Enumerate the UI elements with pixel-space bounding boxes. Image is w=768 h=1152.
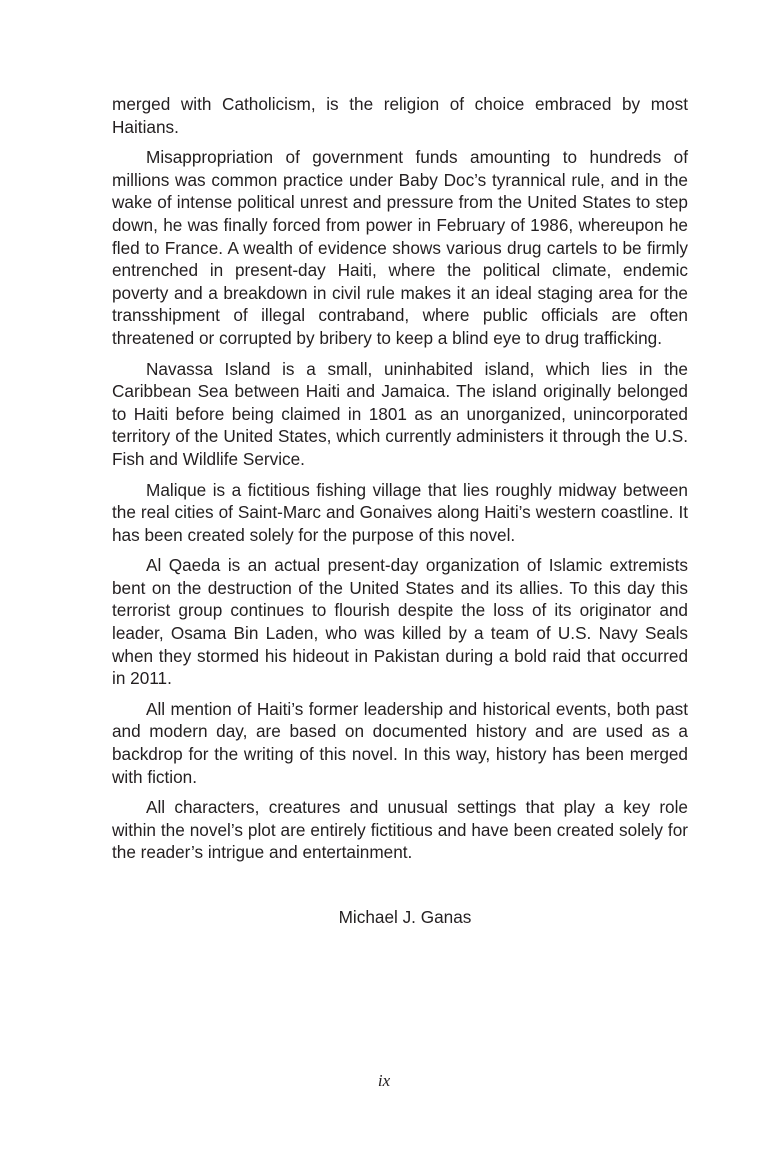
paragraph-baby-doc: Misappropriation of government funds amounting to hundreds of millions was common practice under Baby Doc’s tyrannical rule, and in the wake of intense political unrest and pressure from the United States to step down, he was finally forced from power in February of 1986, whereupon he fled to France. A wealth of evidence shows various drug cartels to be firmly entrenched in present-day Haiti, where the political climate, endemic poverty and a breakdown in civil rule makes it an ideal staging area for the transshipment of illegal contraband, where public officials are often threatened or corrupted by bribery to keep a blind eye to drug trafficking. bbox=[112, 147, 688, 348]
page-body bbox=[112, 93, 688, 929]
paragraph-navassa-island: Navassa Island is a small, uninhabited island, which lies in the Caribbean Sea between Haiti and Jamaica. The island originally belonged to Haiti before being claimed in 1801 as an unorganized, unincorporated territory of the United States, which currently administers it through the U.S. Fish and Wildlife Service. bbox=[112, 358, 688, 469]
paragraph-religion-continuation: merged with Catholicism, is the religion of choice embraced by most Haitians. bbox=[112, 94, 688, 137]
paragraph-history-fiction: All mention of Haiti’s former leadership and historical events, both past and modern day, are based on documented history and are used as a backdrop for the writing of this novel. In this way, history has been merged with fiction. bbox=[112, 698, 688, 787]
paragraph-fictitious-characters: All characters, creatures and unusual settings that play a key role within the novel’s plot are entirely fictitious and have been created solely for the reader’s intrigue and entertainment. bbox=[112, 797, 688, 863]
author-signature: Michael J. Ganas bbox=[338, 907, 472, 927]
page-number: ix bbox=[377, 1071, 391, 1090]
paragraph-al-qaeda: Al Qaeda is an actual present-day organization of Islamic extremists bent on the destruction of the United States and its allies. To this day this terrorist group continues to flourish despite the loss of its originator and leader, Osama Bin Laden, who was killed by a team of U.S. Navy Seals when they stormed his hideout in Pakistan during a bold raid that occurred in 2011. bbox=[112, 555, 688, 689]
paragraph-malique: Malique is a fictitious fishing village that lies roughly midway between the real cities of Saint-Marc and Gonaives along Haiti’s western coastline. It has been created solely for the purpose of this novel. bbox=[112, 479, 688, 545]
